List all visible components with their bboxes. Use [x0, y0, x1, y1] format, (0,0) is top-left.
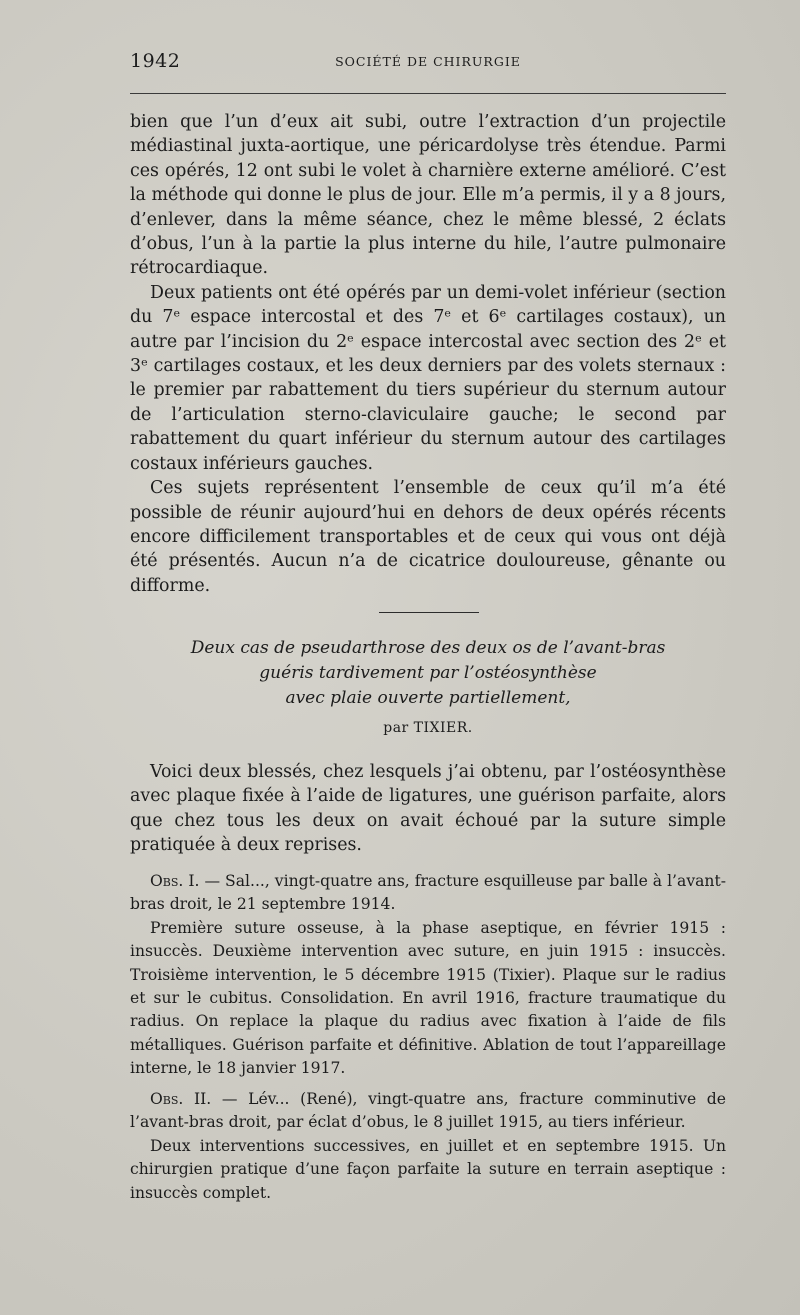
- article-title-line-1: Deux cas de pseudarthrose des deux os de l’avant-bras: [190, 638, 666, 658]
- article-author: par TIXIER.: [383, 720, 473, 736]
- article-title-line-3: avec plaie ouverte partiellement,: [285, 688, 571, 708]
- observation-2-label: Obs. II.: [150, 1090, 212, 1108]
- section-divider: [379, 612, 479, 613]
- observation-1-label: Obs. I.: [150, 872, 200, 890]
- observation-2-body: Deux interventions successives, en juillet et en septembre 1915. Un chirurgien pratique d’une façon parfaite la suture en terrain aseptique : insuccès complet.: [130, 1136, 726, 1202]
- article-title: [130, 636, 726, 711]
- journal-title: SOCIÉTÉ DE CHIRURGIE: [335, 54, 521, 69]
- continued-text: [130, 110, 726, 598]
- paragraph-3: Ces sujets représentent l’ensemble de ceux qu’il m’a été possible de réunir aujourd’hui en dehors de deux opérés récents encore difficilement transportables et de ceux qui vous ont déjà été présentés. Aucun n’a de cicatrice douloureuse, gênante ou difforme.: [130, 478, 726, 596]
- observation-1: [130, 870, 726, 1081]
- running-head: [130, 50, 726, 74]
- paragraph-2: Deux patients ont été opérés par un demi-volet inférieur (section du 7ᵉ espace intercostal et des 7ᵉ et 6ᵉ cartilages costaux), un autre par l’incision du 2ᵉ espace intercostal avec section des 2ᵉ et 3ᵉ cartilages costaux, et les deux derniers par des volets sternaux : le premier par rabattement du tiers supérieur du sternum autour de l’articulation sterno-claviculaire gauche; le second par rabattement du quart inférieur du sternum autour des cartilages costaux inférieurs gauches.: [130, 282, 726, 474]
- observation-1-summary: — Sal..., vingt-quatre ans, fracture esquilleuse par balle à l’avant-bras droit, le 21 septembre 1914.: [130, 872, 726, 914]
- observation-2: [130, 1088, 726, 1205]
- paragraph-1: bien que l’un d’eux ait subi, outre l’extraction d’un projectile médiastinal juxta-aortique, une péricardolyse très étendue. Parmi ces opérés, 12 ont subi le volet à charnière externe amélioré. C’est la méthode qui donne le plus de jour. Elle m’a permis, il y a 8 jours, d’enlever, dans la même séance, chez le même blessé, 2 éclats d’obus, l’un à la partie la plus interne du hile, l’autre pulmonaire rétrocardiaque.: [130, 112, 726, 279]
- observation-1-body: Première suture osseuse, à la phase aseptique, en février 1915 : insuccès. Deuxième intervention avec suture, en juin 1915 : insuccès. Troisième intervention, le 5 décembre 1915 (Tixier). Plaque sur le radius et sur le cubitus. Consolidation. En avril 1916, fracture traumatique du radius. On replace la plaque du radius avec fixation à l’aide de fils métalliques. Guérison parfaite et définitive. Ablation de tout l’appareillage interne, le 18 janvier 1917.: [130, 918, 726, 1078]
- article-title-line-2: guéris tardivement par l’ostéosynthèse: [259, 663, 597, 683]
- observation-2-summary: — Lév... (René), vingt-quatre ans, fracture comminutive de l’avant-bras droit, par éclat d’obus, le 8 juillet 1915, au tiers inférieur.: [130, 1090, 727, 1132]
- page-number: 1942: [130, 50, 181, 72]
- intro-paragraph: Voici deux blessés, chez lesquels j’ai obtenu, par l’ostéosynthèse avec plaque fixée à l’aide de ligatures, une guérison parfaite, alors que chez tous les deux on avait échoué par la suture simple pratiquée à deux reprises.: [130, 762, 726, 856]
- observation-2-heading: [130, 1088, 726, 1135]
- header-rule: [130, 93, 726, 94]
- observation-1-heading: [130, 870, 726, 917]
- article-intro: [130, 760, 726, 858]
